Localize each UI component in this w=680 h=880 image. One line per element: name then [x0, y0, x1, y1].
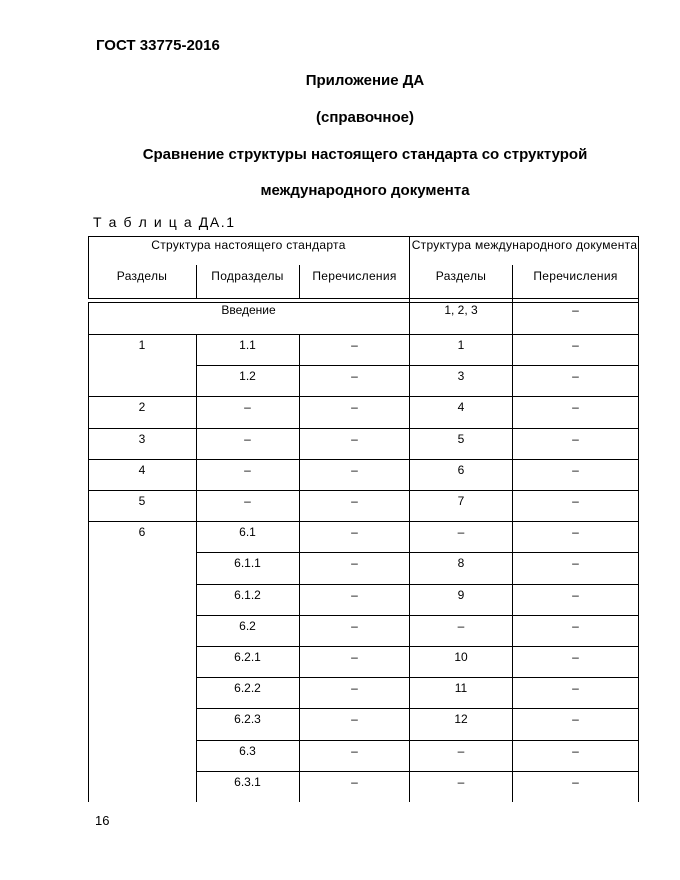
- header-bottom-line: [88, 302, 639, 303]
- document-title-line-2: международного документа: [260, 182, 470, 199]
- col-divider: [512, 584, 513, 615]
- table-border-right: [638, 236, 639, 802]
- row-subsection: 1.1: [239, 338, 256, 352]
- row-divider: [196, 708, 639, 709]
- appendix-kind: (справочное): [316, 109, 414, 126]
- col-divider: [512, 396, 513, 428]
- col-divider: [299, 615, 300, 646]
- row-subsection: –: [244, 400, 251, 415]
- row-enumeration: –: [351, 743, 358, 758]
- table-border-left: [88, 302, 89, 802]
- row-intl-section: 4: [457, 400, 465, 415]
- col-divider: [299, 771, 300, 802]
- col-divider: [512, 552, 513, 584]
- row-intl-enumeration: –: [572, 494, 579, 508]
- row-intl-enumeration: –: [572, 587, 579, 602]
- col-divider: [196, 490, 197, 521]
- table-border-top: [88, 236, 639, 237]
- header-col-divider: [299, 265, 300, 298]
- row-intl-section: 8: [457, 556, 465, 571]
- col-divider: [196, 365, 197, 396]
- table-caption: Т а б л и ц а ДА.1: [93, 214, 236, 230]
- row-intl-section: 11: [454, 681, 468, 696]
- row-divider: [196, 552, 639, 553]
- row-enumeration: –: [351, 618, 358, 633]
- row-divider: [88, 490, 639, 491]
- row-subsection: 1.2: [239, 369, 256, 384]
- col-divider: [512, 334, 513, 365]
- row-subsection: 6.1.2: [234, 587, 261, 602]
- col-divider: [409, 521, 410, 552]
- header-left-border: [88, 236, 89, 298]
- col-divider: [409, 771, 410, 802]
- col-divider: [409, 490, 410, 521]
- col-divider: [299, 334, 300, 365]
- row-intl-section: –: [457, 525, 465, 540]
- col-divider: [512, 740, 513, 771]
- row-intl-enumeration: –: [572, 525, 579, 540]
- row-enumeration: –: [351, 369, 358, 384]
- row-subsection: 6.1.1: [234, 556, 261, 571]
- row-subsection: –: [244, 431, 251, 446]
- col-divider: [409, 740, 410, 771]
- col-divider: [196, 740, 197, 771]
- row-section: 2: [138, 400, 146, 415]
- row-divider: [88, 396, 639, 397]
- row-intl-enumeration: –: [572, 650, 579, 664]
- col-divider: [409, 677, 410, 708]
- row-intl-enumeration: –: [572, 338, 579, 352]
- row-intl-section: 7: [457, 494, 465, 508]
- row-divider: [88, 459, 639, 460]
- col-divider: [299, 740, 300, 771]
- row-section: 3: [138, 431, 146, 446]
- intro-row-intl-enumerations: –: [572, 303, 579, 317]
- group-header-this-standard: Структура настоящего стандарта: [151, 238, 346, 252]
- col-divider: [299, 708, 300, 740]
- col-divider: [512, 365, 513, 396]
- row-divider: [88, 334, 639, 335]
- col-divider: [196, 584, 197, 615]
- row-intl-enumeration: –: [572, 369, 579, 384]
- row-intl-enumeration: –: [572, 743, 579, 758]
- row-intl-section: 12: [454, 712, 468, 727]
- row-divider: [88, 428, 639, 429]
- group-header-international: Структура международного документа: [411, 238, 638, 252]
- col-divider: [196, 677, 197, 708]
- col-divider: [512, 521, 513, 552]
- col-divider: [196, 428, 197, 459]
- col-divider: [196, 646, 197, 677]
- row-section: 5: [138, 494, 146, 508]
- row-intl-enumeration: –: [572, 712, 579, 727]
- col-divider: [299, 396, 300, 428]
- row-enumeration: –: [351, 556, 358, 571]
- column-header-subsections: Подразделы: [211, 269, 284, 283]
- intro-row-intl-sections: 1, 2, 3: [444, 303, 478, 317]
- row-intl-section: 1: [457, 338, 465, 352]
- col-divider: [196, 334, 197, 365]
- row-section: 6: [138, 525, 146, 540]
- col-divider: [512, 677, 513, 708]
- row-divider: [196, 740, 639, 741]
- column-header-intl-enumerations: Перечисления: [533, 269, 618, 283]
- row-subsection: –: [244, 462, 251, 477]
- row-intl-enumeration: –: [572, 462, 579, 477]
- row-divider: [196, 584, 639, 585]
- row-enumeration: –: [351, 712, 358, 727]
- col-divider: [299, 365, 300, 396]
- comparison-table: [88, 236, 639, 802]
- row-section: 1: [138, 338, 146, 352]
- col-divider: [512, 428, 513, 459]
- col-divider: [512, 646, 513, 677]
- row-intl-enumeration: –: [572, 774, 579, 789]
- row-intl-section: –: [457, 743, 465, 758]
- row-subsection: 6.2.3: [234, 712, 261, 727]
- row-enumeration: –: [351, 494, 358, 508]
- col-divider: [299, 490, 300, 521]
- header-col-divider: [196, 265, 197, 298]
- row-subsection: 6.3.1: [234, 774, 261, 789]
- row-divider: [196, 677, 639, 678]
- row-intl-enumeration: –: [572, 400, 579, 415]
- col-divider: [196, 708, 197, 740]
- header-bottom-line: [88, 298, 639, 299]
- col-divider: [409, 552, 410, 584]
- col-divider: [299, 521, 300, 552]
- page-number: 16: [95, 813, 110, 828]
- row-intl-enumeration: –: [572, 681, 579, 696]
- col-divider: [196, 771, 197, 802]
- col-divider: [196, 521, 197, 552]
- row-subsection: 6.3: [239, 743, 256, 758]
- row-divider: [196, 365, 639, 366]
- column-header-sections: Разделы: [116, 269, 168, 283]
- row-enumeration: –: [351, 431, 358, 446]
- row-enumeration: –: [351, 338, 358, 352]
- header-col-divider: [512, 265, 513, 334]
- row-intl-section: 6: [457, 462, 465, 477]
- col-divider: [512, 615, 513, 646]
- row-subsection: –: [244, 494, 251, 508]
- document-title-line-1: Сравнение структуры настоящего стандарта со структурой: [142, 146, 588, 163]
- row-enumeration: –: [351, 462, 358, 477]
- row-subsection: 6.2.1: [234, 650, 261, 664]
- row-enumeration: –: [351, 400, 358, 415]
- col-divider: [409, 615, 410, 646]
- row-enumeration: –: [351, 525, 358, 540]
- row-divider: [196, 771, 639, 772]
- col-divider: [196, 396, 197, 428]
- row-intl-enumeration: –: [572, 618, 579, 633]
- row-enumeration: –: [351, 587, 358, 602]
- col-divider: [512, 771, 513, 802]
- intro-row-label: Введение: [221, 303, 276, 317]
- col-divider: [409, 584, 410, 615]
- group-divider: [409, 236, 410, 334]
- col-divider: [299, 552, 300, 584]
- row-intl-enumeration: –: [572, 556, 579, 571]
- row-subsection: 6.2: [239, 618, 256, 633]
- col-divider: [196, 459, 197, 490]
- col-divider: [299, 584, 300, 615]
- row-divider: [196, 615, 639, 616]
- row-intl-section: –: [457, 618, 465, 633]
- appendix-title: Приложение ДА: [305, 72, 425, 89]
- row-intl-enumeration: –: [572, 431, 579, 446]
- col-divider: [299, 646, 300, 677]
- col-divider: [299, 428, 300, 459]
- col-divider: [512, 708, 513, 740]
- row-section: 4: [138, 462, 146, 477]
- col-divider: [512, 490, 513, 521]
- row-intl-section: 10: [454, 650, 468, 664]
- col-divider: [409, 646, 410, 677]
- row-divider: [88, 521, 639, 522]
- row-intl-section: 9: [457, 587, 465, 602]
- row-intl-section: 3: [457, 369, 465, 384]
- row-subsection: 6.1: [239, 525, 256, 540]
- col-divider: [409, 708, 410, 740]
- row-enumeration: –: [351, 774, 358, 789]
- row-enumeration: –: [351, 681, 358, 696]
- col-divider: [409, 334, 410, 365]
- col-divider: [409, 459, 410, 490]
- col-divider: [409, 428, 410, 459]
- row-divider: [196, 646, 639, 647]
- col-divider: [409, 396, 410, 428]
- col-divider: [299, 459, 300, 490]
- column-header-enumerations: Перечисления: [312, 269, 397, 283]
- col-divider: [299, 677, 300, 708]
- document-header: ГОСТ 33775-2016: [96, 37, 220, 54]
- col-divider: [196, 552, 197, 584]
- column-header-intl-sections: Разделы: [435, 269, 487, 283]
- col-divider: [409, 365, 410, 396]
- col-divider: [512, 459, 513, 490]
- row-intl-section: –: [457, 774, 465, 789]
- col-divider: [196, 615, 197, 646]
- row-enumeration: –: [351, 650, 358, 664]
- row-intl-section: 5: [457, 431, 465, 446]
- row-subsection: 6.2.2: [234, 681, 261, 696]
